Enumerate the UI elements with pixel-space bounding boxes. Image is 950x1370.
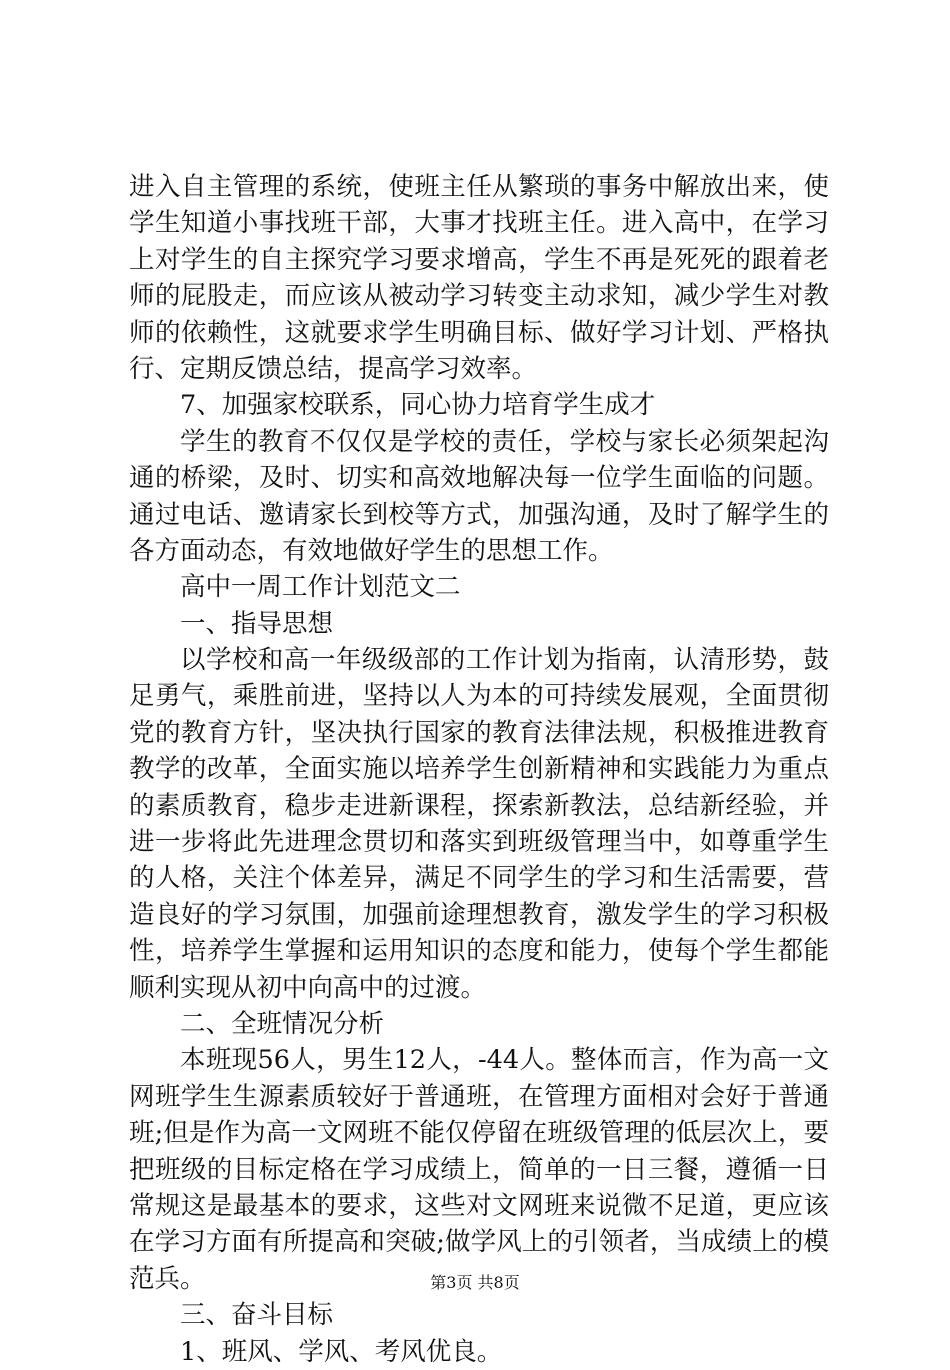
paragraph-line: 性，培养学生掌握和运用知识的态度和能力，使每个学生都能: [129, 936, 829, 967]
paragraph-line: 各方面动态，有效地做好学生的思想工作。: [129, 535, 614, 566]
paragraph-line: 的人格，关注个体差异，满足不同学生的学习和生活需要，营: [129, 863, 829, 894]
paragraph-line: 班;但是作为高一文网班不能仅停留在班级管理的低层次上，要: [129, 1118, 829, 1149]
section-heading: 1、班风、学风、考风优良。: [180, 1336, 503, 1367]
page-footer: [0, 1273, 950, 1293]
paragraph-line: 在学习方面有所提高和突破;做学风上的引领者，当成绩上的模: [129, 1227, 829, 1258]
paragraph-line: 常规这是最基本的要求，这些对文网班来说微不足道，更应该: [129, 1190, 829, 1221]
paragraph-line: 以学校和高一年级级部的工作计划为指南，认清形势，鼓: [180, 645, 829, 676]
paragraph-line: 通的桥梁，及时、切实和高效地解决每一位学生面临的问题。: [129, 463, 829, 494]
paragraph-line: 本班现56人，男生12人，-44人。整体而言，作为高一文: [180, 1045, 829, 1076]
section-heading: 7、加强家校联系，同心协力培育学生成才: [180, 390, 656, 421]
paragraph-line: 教学的改革，全面实施以培养学生创新精神和实践能力为重点: [129, 754, 829, 785]
section-heading: 三、奋斗目标: [180, 1300, 334, 1331]
paragraph-line: 网班学生生源素质较好于普通班，在管理方面相对会好于普通: [129, 1081, 829, 1112]
paragraph-line: 足勇气，乘胜前进，坚持以人为本的可持续发展观，全面贯彻: [129, 681, 829, 712]
paragraph-line: 师的屁股走，而应该从被动学习转变主动求知，减少学生对教: [129, 281, 829, 312]
paragraph-line: 进一步将此先进理念贯切和落实到班级管理当中，如尊重学生: [129, 827, 829, 858]
paragraph-line: 行、定期反馈总结，提高学习效率。: [129, 353, 538, 384]
paragraph-line: 造良好的学习氛围，加强前途理想教育，激发学生的学习积极: [129, 899, 829, 930]
paragraph-line: 范兵。: [129, 1263, 206, 1294]
paragraph-line: 上对学生的自主探究学习要求增高，学生不再是死死的跟着老: [129, 244, 829, 275]
paragraph-line: 党的教育方针，坚决执行国家的教育法律法规，积极推进教育: [129, 717, 829, 748]
paragraph-line: 学生的教育不仅仅是学校的责任，学校与家长必须架起沟: [180, 426, 829, 457]
paragraph-line: 顺利实现从初中向高中的过渡。: [129, 972, 487, 1003]
paragraph-line: 进入自主管理的系统，使班主任从繁琐的事务中解放出来，使: [129, 172, 829, 202]
paragraph-line: 学生知道小事找班干部，大事才找班主任。进入高中，在学习: [129, 208, 829, 239]
page-number-label: 第3页 共8页: [430, 1273, 520, 1292]
document-body: [129, 169, 829, 1370]
paragraph-line: 师的依赖性，这就要求学生明确目标、做好学习计划、严格执: [129, 317, 829, 348]
section-heading: 一、指导思想: [180, 608, 334, 639]
paragraph-line: 把班级的目标定格在学习成绩上，简单的一日三餐，遵循一日: [129, 1154, 829, 1185]
section-heading: 二、全班情况分析: [180, 1008, 385, 1039]
paragraph-line: 通过电话、邀请家长到校等方式，加强沟通，及时了解学生的: [129, 499, 829, 530]
paragraph-line: 的素质教育，稳步走进新课程，探索新教法，总结新经验，并: [129, 790, 829, 821]
section-heading: 高中一周工作计划范文二: [180, 572, 461, 603]
